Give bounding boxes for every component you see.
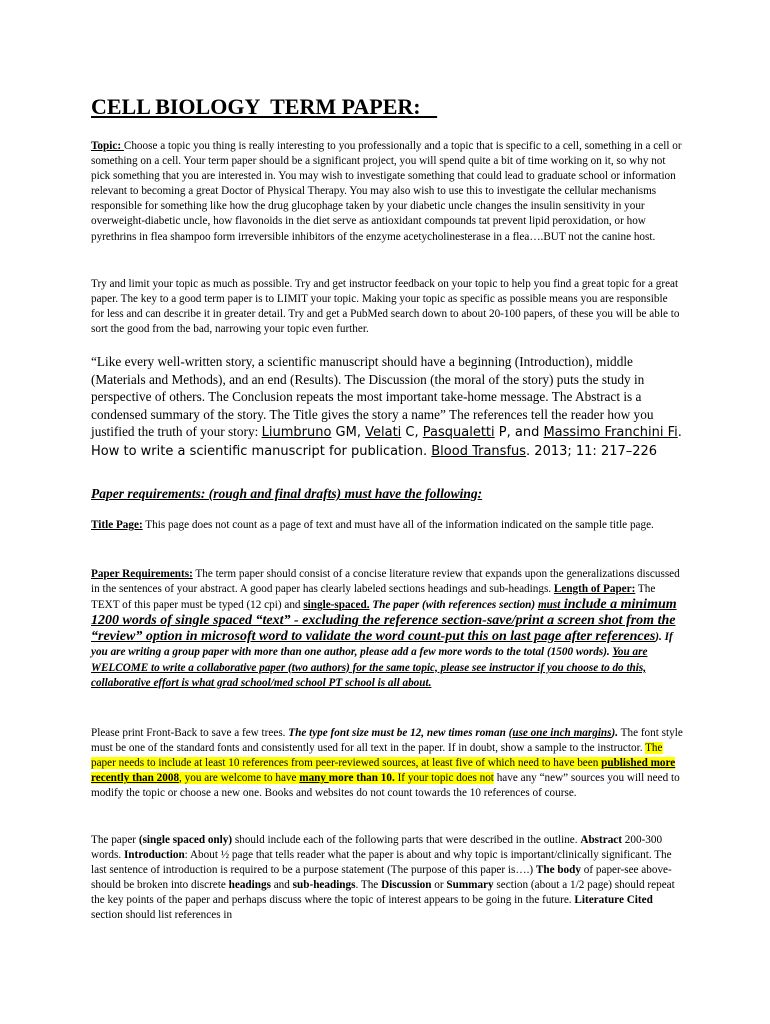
word-count-requirement: include a minimum 1200 words of single spaced “text” - excluding the reference section-save/print a screen shot from the “review” option in microsoft word to validate the word count-put this on last page after references (91, 597, 677, 645)
must-text: must (537, 599, 561, 612)
length-label: Length of Paper: (553, 583, 636, 596)
author-link-velati[interactable]: Velati (365, 425, 402, 440)
sections-text: or (431, 879, 447, 892)
sections-text: should include each of the following parts that were described in the outline. (232, 834, 581, 846)
references-highlight: The paper needs to include at least 10 references from peer-reviewed sources, at least five of which need to have been (91, 742, 663, 770)
sections-paragraph (91, 833, 681, 924)
print-text: Please print Front-Back to save a few trees. (91, 727, 289, 739)
body-label: The body (535, 864, 581, 877)
many-highlight: many (299, 772, 329, 785)
close-paren: ). (611, 727, 619, 739)
published-recent-highlight: published more recently than 2008 (91, 757, 676, 785)
topic-label: Topic: (91, 140, 124, 152)
sections-text: 200-300 words. (91, 834, 663, 862)
sections-text: and (270, 879, 293, 892)
citation-year: . 2013; 11: 217–226 (526, 443, 658, 459)
sections-text: section (about a 1/2 page) should repeat the key points of the paper and perhaps discuss where the topic of interest appears to be going in the future. (91, 879, 675, 907)
group-paper-text: ). If you are writing a group paper with more than one author, please add a few more words to the total (1500 words). (91, 631, 673, 659)
topic-not-highlight: If your topic does not (394, 772, 494, 785)
paper-requirements-paragraph (91, 567, 685, 691)
paper-requirements-text: The term paper should consist of a concise literature review that expands upon the generalizations discussed in the sentences of your abstract. A good paper has clearly labeled sections headings and sub-headings. (91, 568, 680, 596)
author-link-franchini[interactable]: Massimo Franchini Fi (543, 425, 678, 440)
author-suffix: P, and (494, 425, 544, 440)
quote-text: “Like every well-written story, a scientific manuscript should have a beginning (Introduction), middle (Materials and Methods), and an end (Results). The Discussion (the moral of the story) puts the study in perspective of others. The Conclusion repeats the most important take-home message. The Abstract is a condensed summary of the story. The Title gives the story a name” The references tell the reader how you justified the truth of your story: (91, 354, 654, 439)
summary-label: Summary (446, 879, 494, 892)
abstract-label: Abstract (580, 834, 622, 846)
limit-paragraph: Try and limit your topic as much as possible. Try and get instructor feedback on your topic to help you find a great topic for a great paper. The key to a good term paper is to LIMIT your topic. Making your topic as specific as possible means you are responsible for less and can describe it in greater detail. Try and get a PubMed search down to about 20-100 papers, of these you will be able to sort the good from the bad, narrowing your topic even further. (91, 278, 680, 336)
citation-title: . How to write a scientific manuscript for publication. (91, 425, 682, 459)
welcome-highlight: , you are welcome to have (179, 772, 300, 785)
paper-requirements-label: Paper Requirements: (91, 568, 193, 580)
introduction-label: Introduction (123, 849, 185, 862)
more-than-10-highlight: more than 10. (328, 772, 395, 785)
subheadings-label: sub-headings (292, 879, 356, 892)
single-spaced-label: single-spaced. (303, 599, 370, 612)
literature-cited-label: Literature Cited (574, 894, 653, 907)
the-paper-text: The paper (with references section) (369, 599, 538, 612)
title-page-paragraph (91, 518, 683, 533)
font-size-requirement: The type font size must be 12, new times roman ( (288, 727, 513, 739)
single-only-label: (single spaced only) (138, 834, 233, 846)
author-link-liumbruno[interactable]: Liumbruno (261, 425, 332, 440)
title-page-label: Title Page: (91, 519, 143, 531)
page-title: CELL BIOLOGY TERM PAPER: (91, 94, 438, 119)
sections-text: : About ½ page that tells reader what the paper is about and why topic is important/clinically significant. The last sentence of introduction is required to be a purpose statement (The purpose of this paper is….) (91, 849, 672, 877)
topic-paragraph (91, 139, 683, 245)
font-style-text: The font style must be one of the standard fonts and consistently used for all text in the paper. If in doubt, show a sample to the instructor. (91, 727, 683, 755)
sections-text: of paper-see above- should be broken into discrete (91, 864, 672, 892)
sections-text: The paper (91, 834, 139, 846)
sources-text: have any “new” sources you will need to modify the topic or choose a new one. Books and websites do not count towards the 10 references of course. (91, 772, 680, 800)
length-text: The TEXT of this paper must be typed (12 cpi) and (91, 583, 656, 612)
topic-text: Choose a topic you thing is really interesting to you professionally and a topic that is specific to a cell, something in a cell or something on a cell. Your term paper should be a significant project, you will spend quite a bit of time working on it, so why not pick something that you are interested in. You may wish to investigate something that could lead to graduate school or information relevant to becoming a great Doctor of Physical Therapy. You may also wish to use this to investigate the cellular mechanisms responsible for something like how the drug glucophage taken by your diabetic uncle changes the insulin sensitivity in your overweight-diabetic uncle, how flavonoids in the diet serve as antioxidant compounds tat prevent lipid peroxidation, or how pyrethrins in flea shampoo form irreversible inhibitors of the enzyme acetycholinesterase in a flea….BUT not the canine host. (91, 140, 682, 243)
title-page-text: This page does not count as a page of text and must have all of the information indicated on the sample title page. (142, 519, 654, 531)
quote-paragraph (91, 353, 689, 460)
sections-text: . The (355, 879, 382, 892)
requirements-heading: Paper requirements: (rough and final drafts) must have the following: (91, 486, 483, 501)
sections-text: section should list references in (91, 909, 233, 922)
margins-requirement: use one inch margins (512, 727, 612, 739)
journal-link[interactable]: Blood Transfus (431, 443, 527, 459)
author-suffix: C, (401, 425, 423, 440)
author-suffix: GM, (331, 425, 366, 440)
author-link-pasqualetti[interactable]: Pasqualetti (422, 425, 495, 440)
headings-label: headings (228, 879, 271, 892)
print-paragraph (91, 726, 683, 801)
discussion-label: Discussion (381, 879, 432, 892)
collaborative-text: You are WELCOME to write a collaborative paper (two authors) for the same topic, please see instructor if you choose to do this, collaborative effort is what grad school/med school PT school is all about. (91, 646, 648, 689)
